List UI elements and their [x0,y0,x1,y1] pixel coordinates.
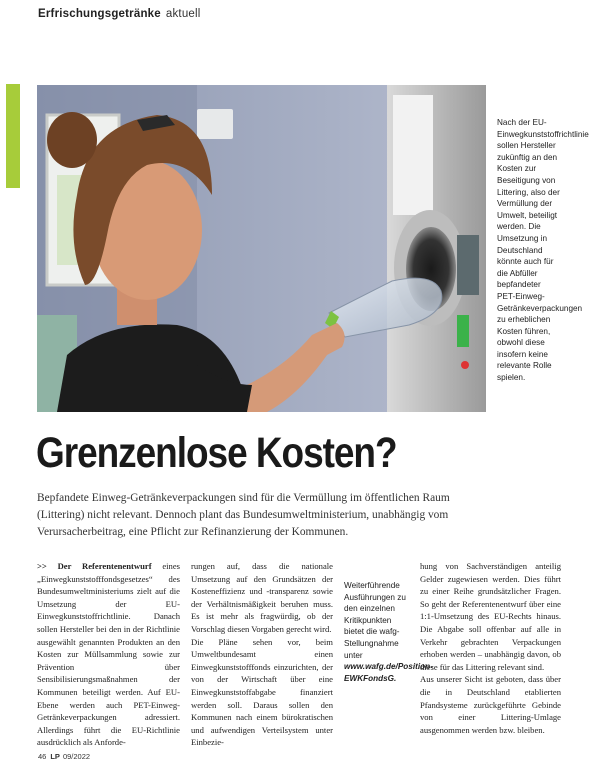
section-subtitle: aktuell [165,8,201,20]
section-header [38,8,201,20]
body-column-3: hung von Sachverständigen anteilig Gelder zugewiesen werden. Dies führt zu einer Reihe grundsätzlicher Fragen. So geht der Referentenentwurf über eine 1:1-Umsetzung des EU-Rechts hinaus. Die Abgabe soll offenbar auf alle in Verkehr gebrachten Verpackungen erhoben werden – unabhängig davon, ob diese für das Littering relevant sind. Aus unserer Sicht ist geboten, dass über die in Deutschland etablierten Pfandsysteme zurückgeführte Gebinde von einer Littering-Umlage ausgenommen werden bzw. bleiben. [420,561,561,735]
side-note [344,580,433,684]
accent-bar [6,84,20,188]
section-title: Erfrischungsgetränke [38,8,161,20]
side-note-link[interactable]: www.wafg.de/Position-EWKFondsG. [344,662,433,683]
photo-caption: Nach der EU-Einwegkunststoffrichtlinie sollen Hersteller zukünftig an den Kosten zur Beseitigung von Littering, also der Vermüllung der Umwelt, beteiligt werden. Die Umsetzung in Deutschland könnte auch für die Abfüller bepfandeter PET-Einweg-Getränkeverpackungen zu erheblichen Kosten führen, obwohl diese insofern keine relevante Rolle spielen. [497,118,589,383]
body-column-1-text: eines „Einwegkunststofffondsgesetzes“ des Bundesumweltministeriums zielt auf die Umsetzung der EU-Einwegkunststoffrichtlinie. Danach sollen Hersteller bei den in der Richtlinie ausgewählt genannten Produkten an den Kosten zur Müllsammlung sowie zur Prävention über Sensibilisierungsmaßnahmen der Kommunen beteiligt werden. Auf EU-Ebene werden auch PET-Einweg-Getränkeverpackungen adressiert. Allerdings führt die EU-Richtlinie ausdrücklich als Anforde- [37,561,180,748]
side-note-text: Weiterführende Ausführungen zu den einzelnen Kritikpunkten bietet die wafg-Stellungnahme unter [344,581,406,660]
body-column-2: rungen auf, dass die nationale Umsetzung auf den Grundsätzen der Kosteneffizienz und -transparenz sowie der Verhältnismäßigkeit beruhen muss. Es ist mehr als fragwürdig, ob der Vorschlag diesen Vorgaben gerecht wird. Die Pläne sehen vor, beim Umweltbundesamt einen Einwegkunststofffonds einzurichten, der von der Wirtschaft über eine Einwegkunststoffabgabe finanziert werden soll. Daraus sollen den Kommunen nach einem bürokratischen und aufwendigen Verteilsystem unter Einbezie- [191,561,333,748]
body-column-1 [37,560,180,749]
issue-number: 09/2022 [62,752,91,761]
page-number: 46 [38,752,47,761]
photo-woman-bottle-return-machine-icon [37,85,486,412]
page-footer [38,752,90,761]
article-lead: Bepfandete Einweg-Getränkeverpackungen sind für die Vermüllung im öffentlichen Raum (Littering) nicht relevant. Dennoch plant das Bundesumweltministerium, unabhängig vom Verursacherbeitrag, eine Pflicht zur Refinanzierung der Kommunen. [37,492,450,538]
intro-marker: >> Der Referentenentwurf [37,561,152,571]
article-photo [37,85,486,412]
article-headline: Grenzenlose Kosten? [36,429,397,477]
magazine-name: LP [50,752,60,761]
